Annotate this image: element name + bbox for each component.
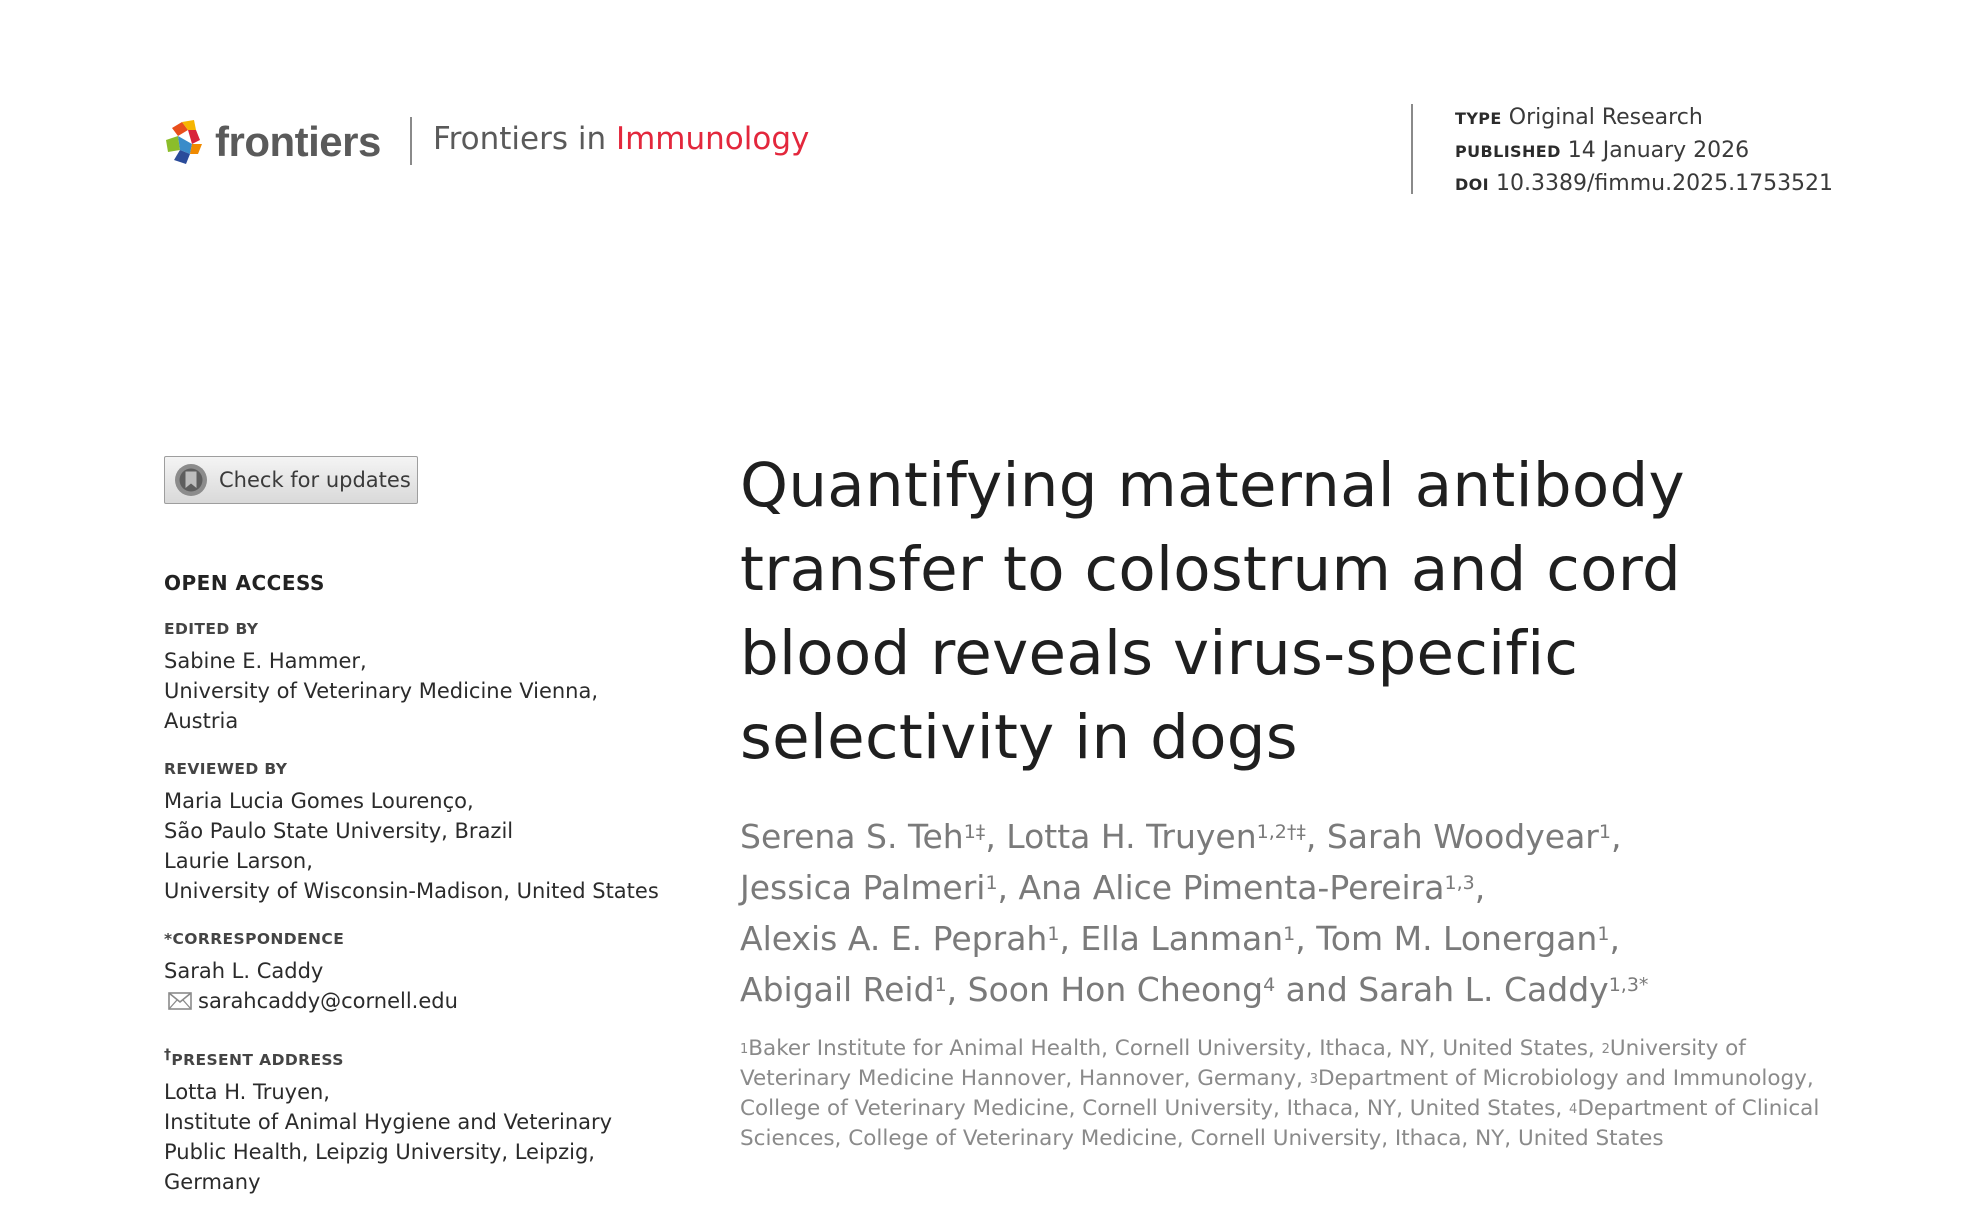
author-separator: ,	[997, 868, 1019, 907]
check-for-updates-button[interactable]	[164, 456, 418, 504]
present-address-heading-text: PRESENT ADDRESS	[171, 1051, 344, 1070]
author-separator: ,	[1609, 919, 1620, 958]
editor-line: Sabine E. Hammer,	[164, 649, 367, 673]
check-for-updates-label: Check for updates	[219, 468, 411, 492]
reviewed-by-section	[164, 758, 684, 906]
header-divider	[410, 117, 412, 165]
affiliation-text: Department of Clinical Sciences, College of Veterinary Medicine, Cornell University, Ithaca, NY, United States	[740, 1096, 1820, 1151]
reviewer-line: University of Wisconsin-Madison, United States	[164, 879, 659, 903]
author-affiliation-sup: 1,3	[1444, 872, 1475, 894]
meta-key: PUBLISHED	[1455, 142, 1561, 161]
author-separator: ,	[1295, 919, 1317, 958]
present-address-line: Germany	[164, 1170, 261, 1195]
author-separator: ,	[1059, 919, 1081, 958]
author-name[interactable]: Sarah L. Caddy	[1358, 970, 1609, 1009]
journal-prefix: Frontiers in	[433, 121, 607, 157]
meta-value: 14 January 2026	[1567, 138, 1750, 163]
affiliation-text: University of Veterinary Medicine Hannover, Hannover, Germany,	[740, 1036, 1746, 1091]
affiliation-sup: 3	[1309, 1072, 1318, 1087]
author-list	[740, 811, 1840, 1015]
author-separator: ,	[1610, 817, 1622, 856]
author-affiliation-sup: 1	[1597, 923, 1610, 945]
author-affiliation-sup: 1,3*	[1608, 974, 1649, 996]
author-name[interactable]: Sarah Woodyear	[1326, 817, 1599, 856]
author-affiliation-sup: 1	[1598, 821, 1611, 843]
meta-doi[interactable]	[1455, 168, 1833, 201]
open-access-label: OPEN ACCESS	[164, 571, 325, 595]
title-line: Quantifying maternal antibody	[740, 450, 1685, 521]
reviewer-line: São Paulo State University, Brazil	[164, 819, 514, 843]
frontiers-cube-icon	[164, 118, 206, 166]
affiliation-text: Baker Institute for Animal Health, Cornell University, Ithaca, NY, United States,	[748, 1036, 1602, 1061]
meta-key: TYPE	[1455, 109, 1502, 128]
edited-by-section	[164, 618, 684, 736]
correspondence-email[interactable]: sarahcaddy@cornell.edu	[198, 989, 458, 1013]
editor-line: Austria	[164, 709, 239, 733]
meta-key: DOI	[1455, 175, 1490, 194]
journal-subject: Immunology	[615, 121, 810, 157]
author-name[interactable]: Ella Lanman	[1080, 919, 1284, 958]
author-affiliation-sup: 1‡	[963, 821, 986, 843]
author-name[interactable]: Alexis A. E. Peprah	[740, 919, 1048, 958]
correspondence-section	[164, 928, 684, 1016]
author-separator: and	[1275, 970, 1359, 1009]
author-affiliation-sup: 1	[985, 872, 998, 894]
affiliation-sup: 1	[740, 1042, 749, 1057]
article-title	[740, 444, 1820, 780]
affiliations	[740, 1034, 1840, 1154]
author-separator: ,	[946, 970, 968, 1009]
reviewer-line: Maria Lucia Gomes Lourenço,	[164, 789, 474, 813]
correspondence-name: Sarah L. Caddy	[164, 959, 324, 983]
meta-type	[1455, 102, 1833, 135]
author-affiliation-sup: 1,2†‡	[1256, 821, 1306, 843]
author-name[interactable]: Tom M. Lonergan	[1316, 919, 1598, 958]
journal-name[interactable]	[433, 121, 810, 157]
present-address-heading	[164, 1044, 684, 1071]
author-affiliation-sup: 1	[934, 974, 947, 996]
author-affiliation-sup: 1	[1283, 923, 1296, 945]
reviewer-line: Laurie Larson,	[164, 849, 313, 873]
author-name[interactable]: Abigail Reid	[740, 970, 935, 1009]
author-name[interactable]: Soon Hon Cheong	[967, 970, 1264, 1009]
meta-value[interactable]: 10.3389/fimmu.2025.1753521	[1496, 171, 1834, 196]
bookmark-badge-icon	[174, 463, 208, 497]
author-row	[740, 964, 1840, 1015]
meta-published	[1455, 135, 1833, 168]
meta-divider	[1411, 104, 1413, 194]
title-line: transfer to colostrum and cord	[740, 534, 1682, 605]
affiliation-text: Department of Microbiology and Immunology, College of Veterinary Medicine, Cornell University, Ithaca, NY, United States,	[740, 1066, 1814, 1121]
article-meta	[1455, 102, 1833, 201]
frontiers-wordmark: frontiers	[215, 118, 381, 165]
author-name[interactable]: Lotta H. Truyen	[1006, 817, 1257, 856]
author-separator: ,	[1305, 817, 1327, 856]
author-name[interactable]: Ana Alice Pimenta-Pereira	[1018, 868, 1445, 907]
frontiers-logo[interactable]	[164, 116, 381, 168]
edited-by-heading: EDITED BY	[164, 620, 259, 638]
title-line: selectivity in dogs	[740, 702, 1298, 773]
present-address-line: Lotta H. Truyen,	[164, 1080, 330, 1105]
present-address-section	[164, 1044, 684, 1197]
correspondence-email-row[interactable]	[164, 986, 684, 1016]
author-affiliation-sup: 1	[1047, 923, 1060, 945]
present-address-line: Institute of Animal Hygiene and Veterinary	[164, 1110, 613, 1135]
editor-line: University of Veterinary Medicine Vienna,	[164, 679, 599, 703]
dagger-marker: †	[164, 1047, 172, 1063]
correspondence-heading: *CORRESPONDENCE	[164, 930, 345, 948]
affiliation-sup: 4	[1569, 1102, 1578, 1117]
present-address-line: Public Health, Leipzig University, Leipzig,	[164, 1140, 595, 1165]
author-separator: ,	[985, 817, 1007, 856]
author-affiliation-sup: 4	[1263, 974, 1276, 996]
envelope-icon	[168, 992, 192, 1010]
author-name[interactable]: Serena S. Teh	[740, 817, 964, 856]
author-row	[740, 913, 1840, 964]
author-row	[740, 811, 1840, 862]
affiliation-sup: 2	[1601, 1042, 1610, 1057]
author-name[interactable]: Jessica Palmeri	[740, 868, 986, 907]
meta-value: Original Research	[1508, 105, 1703, 130]
reviewed-by-heading: REVIEWED BY	[164, 760, 288, 778]
author-row	[740, 862, 1840, 913]
author-separator: ,	[1474, 868, 1486, 907]
title-line: blood reveals virus-specific	[740, 618, 1579, 689]
